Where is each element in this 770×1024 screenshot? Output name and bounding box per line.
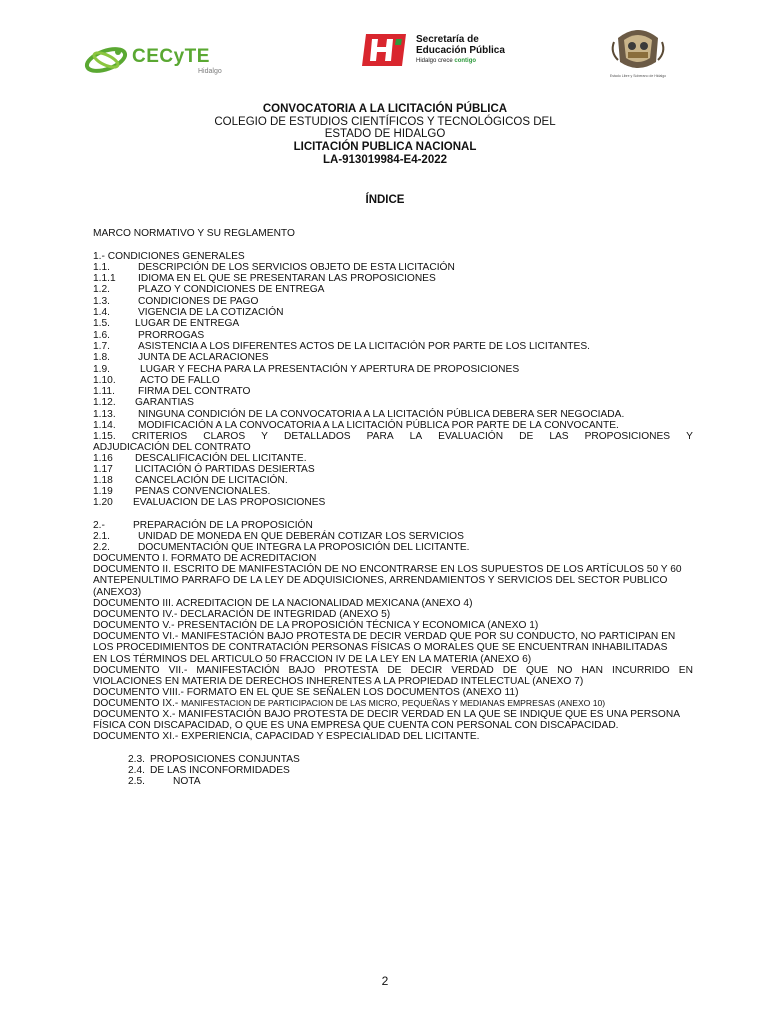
list-item-1-15: 1.15. CRITERIOS CLAROS Y DETALLADOS PARA LA EVALUACIÓN DE LAS PROPOSICIONES Y [93,431,693,442]
sep-h-badge-icon [360,32,408,68]
cecyte-subtitle: Hidalgo [198,68,222,75]
index-heading: ÍNDICE [365,194,405,206]
document-7: DOCUMENTO VII.- MANIFESTACIÓN BAJO PROTESTA DE DECIR VERDAD DE QUE NO HAN INCURRIDO EN [93,665,693,676]
document-11: DOCUMENTO XI.- EXPERIENCIA, CAPACIDAD Y ESPECIALIDAD DEL LICITANTE. [93,731,480,742]
document-4: DOCUMENTO IV.- DECLARACIÓN DE INTEGRIDAD (ANEXO 5) [93,609,391,620]
marco-normativo: MARCO NORMATIVO Y SU REGLAMENTO [93,228,295,239]
document-10: DOCUMENTO X.- MANIFESTACIÓN BAJO PROTESTA DE DECIR VERDAD EN LA QUE SE INDIQUE QUE ES UNA PERSONA FÍSICA CON DISCAPACIDAD, O QUE ES UNA EMPRESA QUE CUENTA CON PERSONAL CON DISCAPACIDAD. [93,709,681,732]
document-2: DOCUMENTO II. ESCRITO DE MANIFESTACIÓN DE NO ENCONTRARSE EN LOS SUPUESTOS DE LOS ARTÍCULOS 50 Y 60 ANTEPENULTIMO PARRAFO DE LA LEY DE ADQUISICIONES, ARRENDAMIENTOS Y SERVICIOS DEL SECTOR PUBLICO (ANEXO3) [93,564,682,598]
list-item-1-15-continuation: ADJUDICACIÓN DEL CONTRATO [93,442,251,453]
section-1-heading: 1.- CONDICIONES GENERALES [93,251,245,262]
cecyte-logo [84,40,234,80]
sep-slogan [416,58,476,65]
sep-logo [360,32,520,70]
title-line-2: COLEGIO DE ESTUDIOS CIENTÍFICOS Y TECNOLÓGICOS DEL [214,115,556,128]
document-7-continuation: VIOLACIONES EN MATERIA DE DERECHOS INHERENTES A LA PROPIEDAD INTELECTUAL (ANEXO 7) [93,676,584,687]
cecyte-name: CECyTE [132,46,210,67]
document-8: DOCUMENTO VIII.- FORMATO EN EL QUE SE SEÑALEN LOS DOCUMENTOS (ANEXO 11) [93,687,519,698]
title-line-5: LA-913019984-E4-2022 [322,153,448,166]
coat-of-arms-icon [608,24,668,74]
sep-line2: Educación Pública [416,45,505,56]
sep-slogan-a: Hidalgo [416,58,437,64]
document-9: DOCUMENTO IX.- MANIFESTACION DE PARTICIPACION DE LAS MICRO, PEQUEÑAS Y MEDIANAS EMPRESAS (ANEXO 10) [93,698,606,709]
document-page: CECyTE Hidalgo Secretaría de Educación Pública Hidalgo crece contigo Estado Libre y Soberano de Hidalgo CONVOCATORIA A LA LICITACIÓN PÚBLICA COLEGIO DE ESTUDIOS CIENTÍFICOS Y TECNOLÓGICOS DEL ESTADO DE HIDALGO LICITACIÓN PUBLICA NACIONAL LA-913019984-E4-2022 ÍNDICE MARCO NORMATIVO Y SU REGLAMENTO 1.- CONDICIONES GENERALES 1.1. DESCRIPCIÓN DE LOS SERVICIOS OBJETO DE ESTA LICITACIÓN 1.1.1 IDIOMA EN EL QUE SE PRESENTARAN LAS PROPOSICIONES 1.2. PLAZO Y CONDICIONES DE ENTREGA 1.3. CONDICIONES DE PAGO 1.4. VIGENCIA DE LA COTIZACIÓN 1.5. LUGAR DE ENTREGA 1.6. PRORROGAS 1.7. ASISTENCIA A LOS DIFERENTES ACTOS DE LA LICITACIÓN POR PARTE DE LOS LICITANTES. 1.8. JUNTA DE ACLARACIONES 1.9. LUGAR Y FECHA PARA LA PRESENTACIÓN Y APERTURA DE PROPOSICIONES 1.10. ACTO DE FALLO 1.11. FIRMA DEL CONTRATO 1.12. GARANTIAS 1.13. NINGUNA CONDICIÓN DE LA CONVOCATORIA A LA LICITACIÓN PÚBLICA DEBERA SER NEGOCIADA. 1.14. MODIFICACIÓN A LA CONVOCATORIA A LA LICITACIÓN PÚBLICA POR PARTE DE LA CONVOCANTE. 1.15. CRITERIOS CLAROS Y DETALLADOS PARA LA EVALUACIÓN DE LAS PROPOSICIONES Y ADJUDICACIÓN DEL CONTRATO 1.16 DESCALIFICACIÓN DEL LICITANTE. 1.17 LICITACIÓN Ó PARTIDAS DESIERTAS 1.18 CANCELACIÓN DE LICITACIÓN. 1.19 PENAS CONVENCIONALES. 1.20 EVALUACION DE LAS PROPOSICIONES 2.- PREPARACIÓN DE LA PROPOSICIÓN 2.1. UNIDAD DE MONEDA EN QUE DEBERÁN COTIZAR LOS SERVICIOS 2.2. DOCUMENTACIÓN QUE INTEGRA LA PROPOSICIÓN DEL LICITANTE. DOCUMENTO I. FORMATO DE ACREDITACION DOCUMENTO II. ESCRITO DE MANIFESTACIÓN DE NO ENCONTRARSE EN LOS SUPUESTOS DE LOS ARTÍCULOS 50 Y 60 ANTEPENULTIMO PARRAFO DE LA LEY DE ADQUISICIONES, ARRENDAMIENTOS Y SERVICIOS DEL SECTOR PUBLICO (ANEXO3) DOCUMENTO III. ACREDITACION DE LA NACIONALIDAD MEXICANA (ANEXO 4) DOCUMENTO IV.- DECLARACIÓN DE INTEGRIDAD (ANEXO 5) DOCUMENTO V.- PRESENTACIÓN DE LA PROPOSICIÓN TÉCNICA Y ECONOMICA (ANEXO 1) DOCUMENTO VI.- MANIFESTACIÓN BAJO PROTESTA DE DECIR VERDAD QUE POR SU CONDUCTO, NO PARTICIPAN EN LOS PROCEDIMIENTOS DE CONTRATACIÓN PERSONAS FÍSICAS O MORALES QUE SE ENCUENTRAN INHABILITADAS EN LOS TÉRMINOS DEL ARTICULO 50 FRACCION IV DE LA LEY EN LA MATERIA (ANEXO 6) DOCUMENTO VII.- MANIFESTACIÓN BAJO PROTESTA DE DECIR VERDAD DE QUE NO HAN INCURRIDO EN VIOLACIONES EN MATERIA DE DERECHOS INHERENTES A LA PROPIEDAD INTELECTUAL (ANEXO 7) DOCUMENTO VIII.- FORMATO EN EL QUE SE SEÑALEN LOS DOCUMENTOS (ANEXO 11) DOCUMENTO IX.- MANIFESTACION DE PARTICIPACION DE LAS MICRO, PEQUEÑAS Y MEDIANAS EMPRESAS (ANEXO 10) DOCUMENTO X.- MANIFESTACIÓN BAJO PROTESTA DE DECIR VERDAD EN LA QUE SE INDIQUE QUE ES UNA PERSONA FÍSICA CON DISCAPACIDAD, O QUE ES UNA EMPRESA QUE CUENTA CON PERSONAL CON DISCAPACIDAD. DOCUMENTO XI.- EXPERIENCIA, CAPACIDAD Y ESPECIALIDAD DEL LICITANTE. 2.3. PROPOSICIONES CONJUNTAS 2.4. DE LAS INCONFORMIDADES 2.5. NOTA 2 [0,0,770,1024]
document-3: DOCUMENTO III. ACREDITACION DE LA NACIONALIDAD MEXICANA (ANEXO 4) [93,598,473,609]
document-6: DOCUMENTO VI.- MANIFESTACIÓN BAJO PROTESTA DE DECIR VERDAD QUE POR SU CONDUCTO, NO PARTICIPAN EN LOS PROCEDIMIENTOS DE CONTRATACIÓN PERSONAS FÍSICAS O MORALES QUE SE ENCUENTRAN INHABILITADAS EN LOS TÉRMINOS DEL ARTICULO 50 FRACCION IV DE LA LEY EN LA MATERIA (ANEXO 6) [93,631,676,665]
hidalgo-shield-logo [608,24,668,82]
sep-slogan-b: crece [438,58,453,64]
title-line-1: CONVOCATORIA A LA LICITACIÓN PÚBLICA [262,103,508,115]
sep-slogan-c: contigo [454,58,477,64]
title-block [190,103,580,167]
document-5: DOCUMENTO V.- PRESENTACIÓN DE LA PROPOSICIÓN TÉCNICA Y ECONOMICA (ANEXO 1) [93,620,539,631]
title-line-4: LICITACIÓN PUBLICA NACIONAL [293,141,477,154]
document-1: DOCUMENTO I. FORMATO DE ACREDITACION [93,553,317,564]
page-number: 2 [381,974,389,988]
sep-line1: Secretaría de [416,34,479,45]
title-line-3: ESTADO DE HIDALGO [324,128,446,141]
shield-caption: Estado Libre y Soberano de Hidalgo [609,74,667,78]
